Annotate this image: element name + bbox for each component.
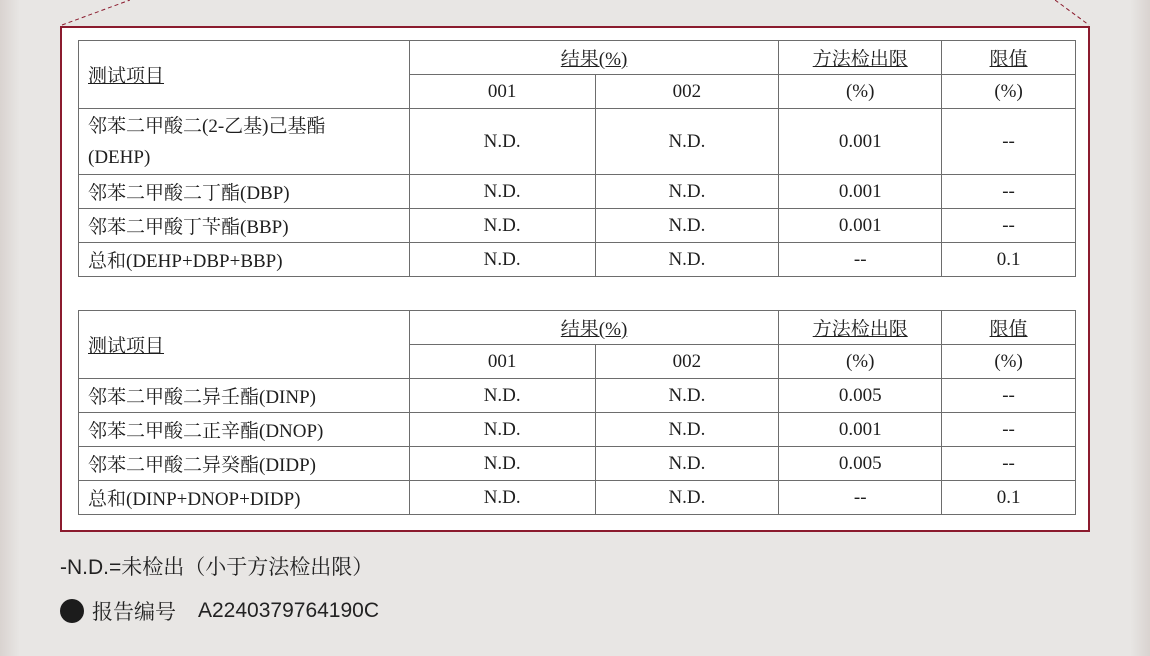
result-001: N.D. — [409, 109, 595, 175]
nd-definition-note: -N.D.=未检出（小于方法检出限） — [60, 556, 374, 579]
header-limit: 限值 — [942, 41, 1076, 75]
test-item-cell: 邻苯二甲酸二异壬酯(DINP) — [79, 379, 410, 413]
limit-value: -- — [942, 109, 1076, 175]
table-row — [79, 379, 1076, 413]
limit-value: 0.1 — [942, 481, 1076, 515]
test-item-cell: 总和(DINP+DNOP+DIDP) — [79, 481, 410, 515]
report-number-line — [60, 596, 379, 626]
detection-limit: -- — [779, 481, 942, 515]
limit-value: -- — [942, 413, 1076, 447]
limit-value: 0.1 — [942, 243, 1076, 277]
result-001: N.D. — [409, 175, 595, 209]
test-item-cell: 邻苯二甲酸二正辛酯(DNOP) — [79, 413, 410, 447]
detection-limit: 0.001 — [779, 109, 942, 175]
header-limit-unit: (%) — [942, 75, 1076, 109]
report-number-value: A2240379764190C — [198, 599, 380, 622]
result-002: N.D. — [595, 481, 779, 515]
frame-dashed-connector-right — [1055, 0, 1091, 26]
bullet-dot-icon — [60, 599, 84, 623]
frame-dashed-connector-left — [60, 0, 130, 26]
result-002: N.D. — [595, 209, 779, 243]
table-row — [79, 109, 1076, 175]
detection-limit: -- — [779, 243, 942, 277]
test-item-cell: 邻苯二甲酸二丁酯(DBP) — [79, 175, 410, 209]
result-002: N.D. — [595, 447, 779, 481]
result-002: N.D. — [595, 243, 779, 277]
header-limit-unit: (%) — [942, 345, 1076, 379]
notes-section — [60, 553, 373, 583]
phthalate-table-1 — [78, 40, 1076, 277]
header-sample-001: 001 — [409, 75, 595, 109]
limit-value: -- — [942, 447, 1076, 481]
test-item-line1: 邻苯二甲酸二(2-乙基)己基酯 — [88, 115, 326, 137]
header-detection-limit-unit: (%) — [779, 345, 942, 379]
detection-limit: 0.001 — [779, 209, 942, 243]
limit-value: -- — [942, 379, 1076, 413]
table-row-total — [79, 481, 1076, 515]
report-number-label: 报告编号 — [92, 601, 176, 624]
test-item-cell: 邻苯二甲酸丁苄酯(BBP) — [79, 209, 410, 243]
result-002: N.D. — [595, 413, 779, 447]
detection-limit: 0.001 — [779, 413, 942, 447]
result-001: N.D. — [409, 481, 595, 515]
header-sample-002: 002 — [595, 75, 779, 109]
limit-value: -- — [942, 175, 1076, 209]
header-sample-001: 001 — [409, 345, 595, 379]
table-row — [79, 413, 1076, 447]
header-sample-002: 002 — [595, 345, 779, 379]
detection-limit: 0.005 — [779, 447, 942, 481]
header-detection-limit-unit: (%) — [779, 75, 942, 109]
header-test-item: 测试项目 — [79, 311, 410, 379]
test-item-cell: 邻苯二甲酸二异癸酯(DIDP) — [79, 447, 410, 481]
header-results: 结果(%) — [409, 41, 779, 75]
table-row — [79, 447, 1076, 481]
phthalate-table-2 — [78, 310, 1076, 515]
limit-value: -- — [942, 209, 1076, 243]
result-002: N.D. — [595, 379, 779, 413]
header-limit: 限值 — [942, 311, 1076, 345]
result-002: N.D. — [595, 109, 779, 175]
table-header-row — [79, 41, 1076, 75]
header-results: 结果(%) — [409, 311, 779, 345]
table-header-row — [79, 311, 1076, 345]
test-item-cell: 总和(DEHP+DBP+BBP) — [79, 243, 410, 277]
report-frame — [60, 26, 1090, 532]
result-002: N.D. — [595, 175, 779, 209]
result-001: N.D. — [409, 413, 595, 447]
result-001: N.D. — [409, 243, 595, 277]
result-001: N.D. — [409, 379, 595, 413]
table-row — [79, 175, 1076, 209]
result-001: N.D. — [409, 209, 595, 243]
test-item-line2: (DEHP) — [88, 146, 151, 168]
detection-limit: 0.001 — [779, 175, 942, 209]
table-row — [79, 209, 1076, 243]
detection-limit: 0.005 — [779, 379, 942, 413]
test-item-cell — [79, 109, 410, 175]
header-detection-limit: 方法检出限 — [779, 41, 942, 75]
result-001: N.D. — [409, 447, 595, 481]
header-detection-limit: 方法检出限 — [779, 311, 942, 345]
header-test-item: 测试项目 — [79, 41, 410, 109]
table-row-total — [79, 243, 1076, 277]
